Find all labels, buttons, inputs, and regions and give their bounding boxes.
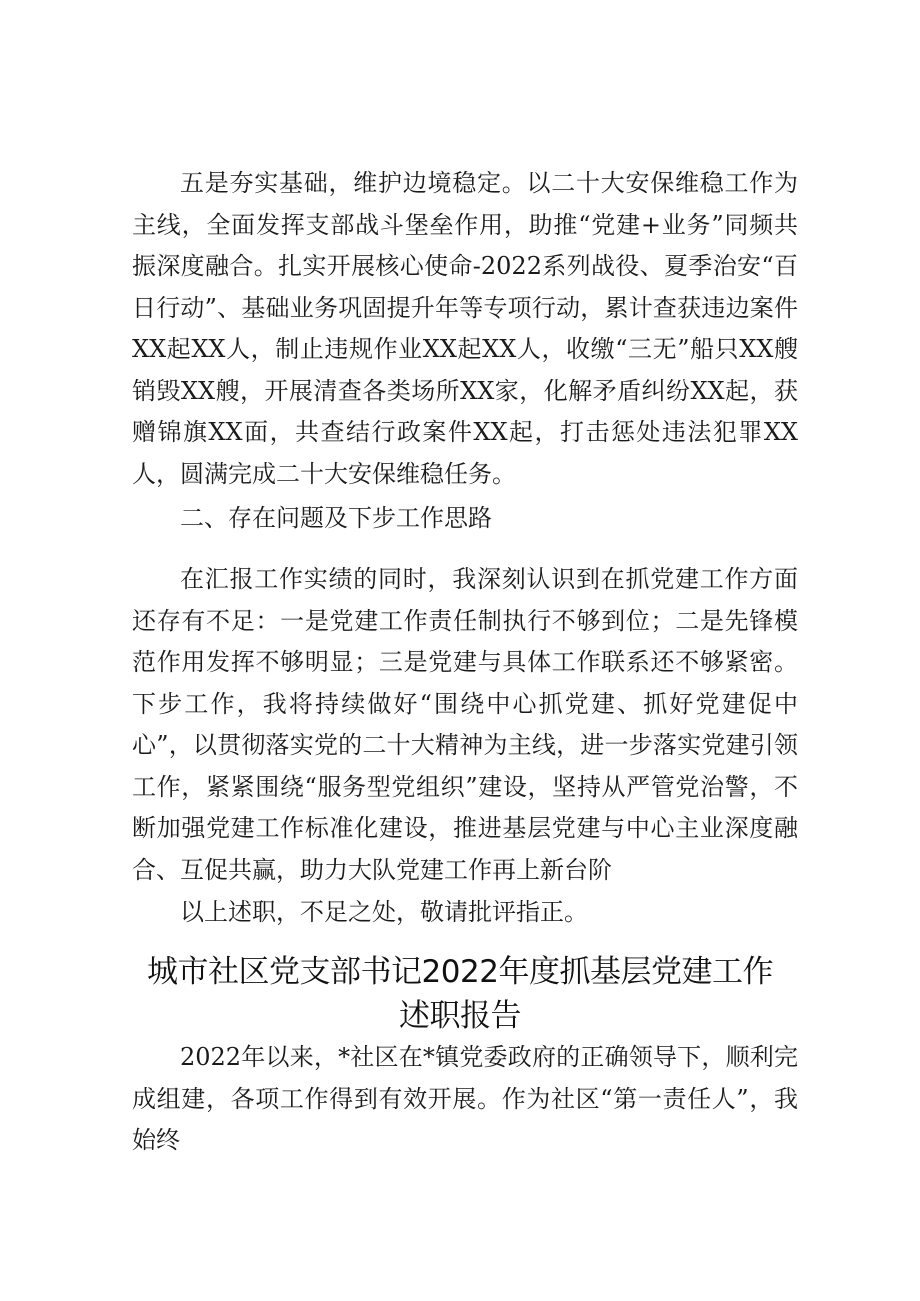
report-title xyxy=(100,950,820,1038)
paragraph-problems-next-steps: 在汇报工作实绩的同时，我深刻认识到在抓党建工作方面还存有不足：一是党建工作责任制执行不够到位；二是先锋模范作用发挥不够明显；三是党建与具体工作联系还不够紧密。下步工作，我将持续做好“围绕中心抓党建、抓好党建促中心”，以贯彻落实党的二十大精神为主线，进一步落实党建引领工作，紧紧围绕“服务型党组织”建设，坚持从严管党治警，不断加强党建工作标准化建设，推进基层党建与中心主业深度融合、互促共赢，助力大队党建工作再上新台阶 xyxy=(132,565,798,884)
report-title-line1: 城市社区党支部书记2022年度抓基层党建工作 xyxy=(147,954,773,990)
paragraph-closing: 以上述职，不足之处，敬请批评指正。 xyxy=(180,898,588,926)
report-title-line2: 述职报告 xyxy=(399,998,521,1034)
paragraph-report-intro: 2022年以来，*社区在*镇党委政府的正确领导下，顺利完成组建，各项工作得到有效开展。作为社区“第一责任人”，我始终 xyxy=(132,1043,798,1154)
section-heading-problems: 二、存在问题及下步工作思路 xyxy=(180,504,492,532)
paragraph-border-stability: 五是夯实基础，维护边境稳定。以二十大安保维稳工作为主线，全面发挥支部战斗堡垒作用，助推“党建+业务”同频共振深度融合。扎实开展核心使命-2022系列战役、夏季治安“百日行动”、基础业务巩固提升年等专项行动，累计查获违边案件XX起XX人，制止违规作业XX起XX人，收缴“三无”船只XX艘销毁XX艘，开展清查各类场所XX家，化解矛盾纠纷XX起，获赠锦旗XX面，共查结行政案件XX起，打击惩处违法犯罪XX人，圆满完成二十大安保维稳任务。 xyxy=(132,169,798,488)
